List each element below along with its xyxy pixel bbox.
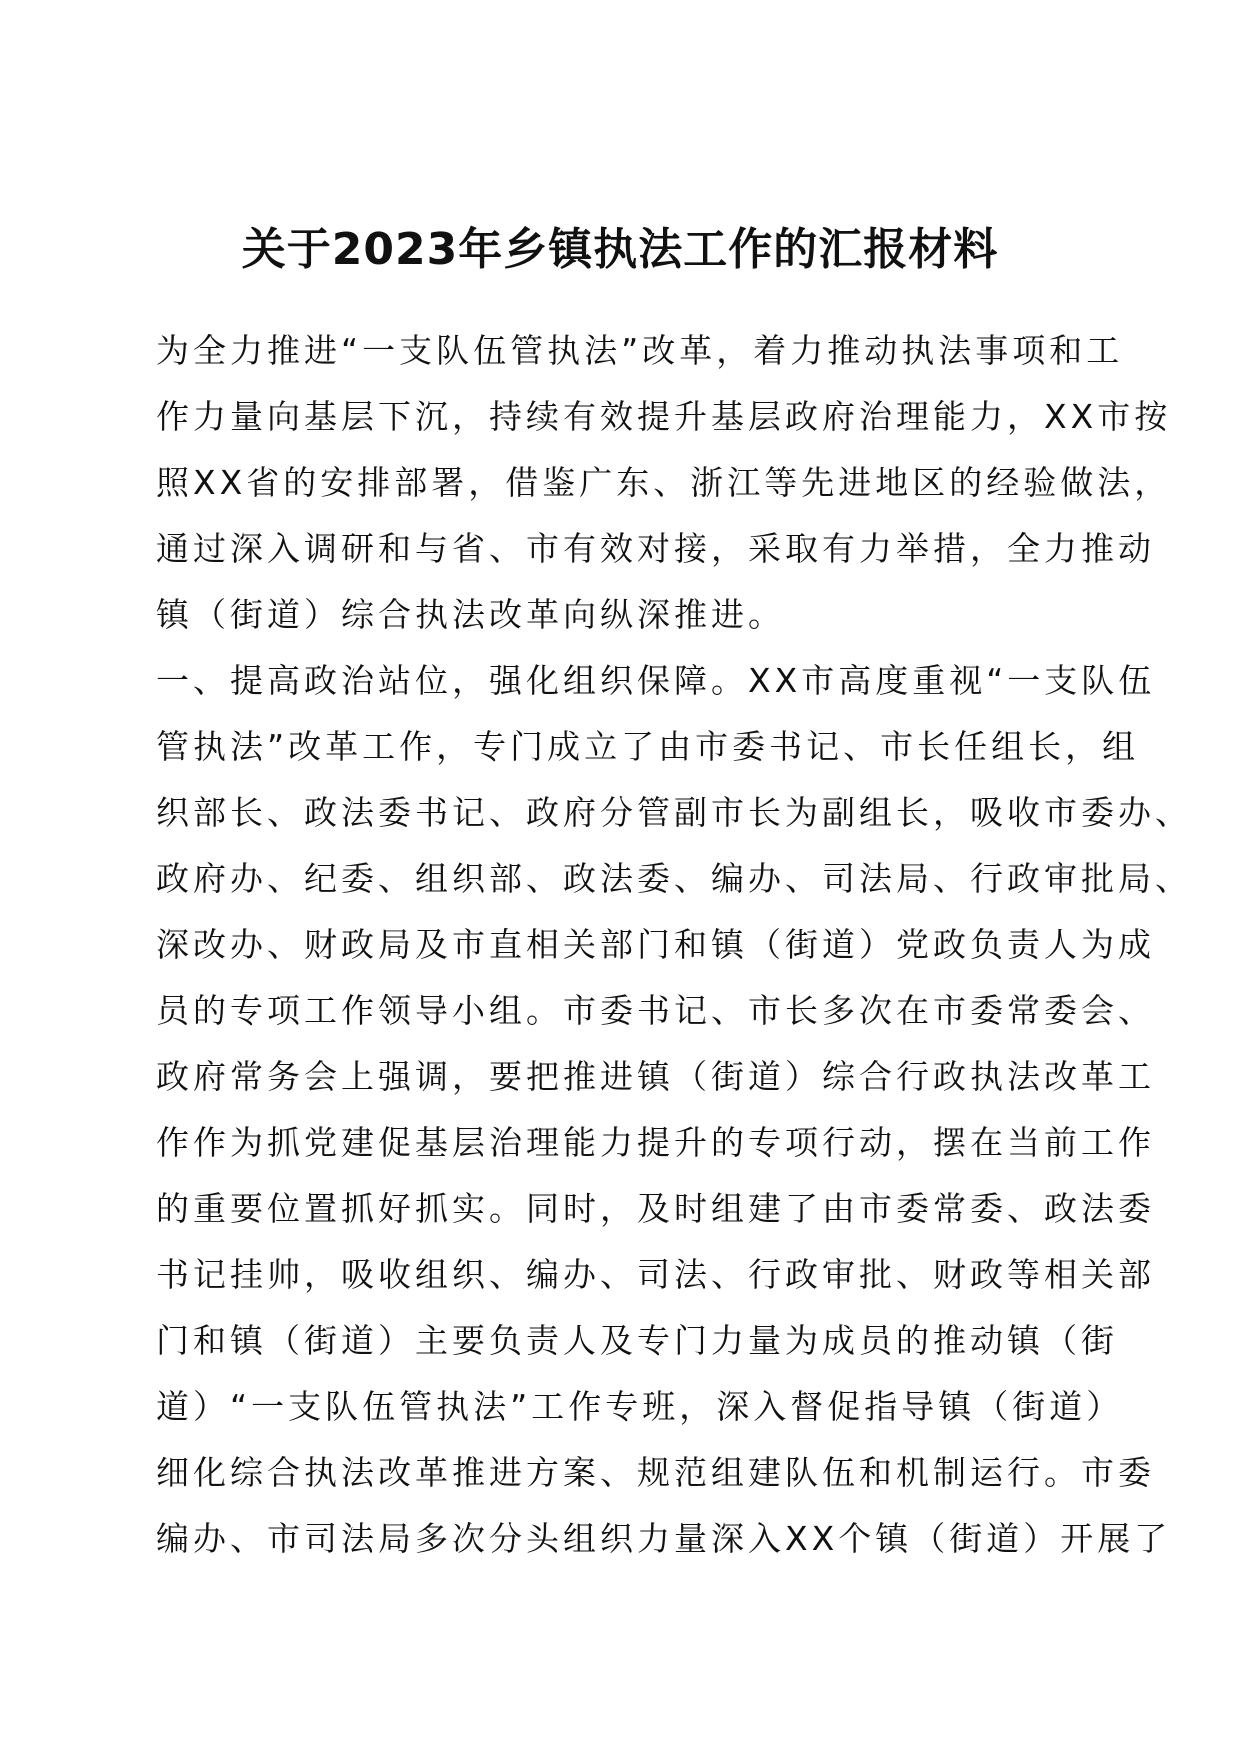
text-line: 织部长、政法委书记、政府分管副市长为副组长，吸收市委办、 (156, 793, 1192, 832)
document-title: 关于2023年乡镇执法工作的汇报材料 (241, 224, 999, 275)
text-line: 作力量向基层下沉，持续有效提升基层政府治理能力，XX市按 (156, 397, 1172, 436)
text-line: 通过深入调研和与省、市有效对接，采取有力举措，全力推动 (156, 529, 1155, 568)
text-line: 编办、市司法局多次分头组织力量深入XX个镇（街道）开展了 (156, 1519, 1172, 1558)
text-line: 道）“一支队伍管执法”工作专班，深入督促指导镇（街道） (156, 1387, 1124, 1426)
text-line: 镇（街道）综合执法改革向纵深推进。 (156, 595, 785, 634)
text-line: 政府办、纪委、组织部、政法委、编办、司法局、行政审批局、 (156, 859, 1192, 898)
text-line: 管执法”改革工作，专门成立了由市委书记、市长任组长，组 (156, 727, 1140, 766)
text-line: 深改办、财政局及市直相关部门和镇（街道）党政负责人为成 (156, 925, 1155, 964)
text-line: 员的专项工作领导小组。市委书记、市长多次在市委常委会、 (156, 991, 1155, 1030)
text-line: 细化综合执法改革推进方案、规范组建队伍和机制运行。市委 (156, 1453, 1155, 1492)
document-body (156, 318, 1192, 1572)
text-line: 的重要位置抓好抓实。同时，及时组建了由市委常委、政法委 (156, 1189, 1155, 1228)
text-line: 门和镇（街道）主要负责人及专门力量为成员的推动镇（街 (156, 1321, 1118, 1360)
text-line: 照XX省的安排部署，借鉴广东、浙江等先进地区的经验做法， (156, 463, 1172, 502)
text-line: 为全力推进“一支队伍管执法”改革，着力推动执法事项和工 (156, 331, 1124, 370)
text-line: 作作为抓党建促基层治理能力提升的专项行动，摆在当前工作 (156, 1123, 1155, 1162)
text-line: 书记挂帅，吸收组织、编办、司法、行政审批、财政等相关部 (156, 1255, 1155, 1294)
text-line: 一、提高政治站位，强化组织保障。XX市高度重视“一支队伍 (156, 661, 1156, 700)
text-line: 政府常务会上强调，要把推进镇（街道）综合行政执法改革工 (156, 1057, 1155, 1096)
